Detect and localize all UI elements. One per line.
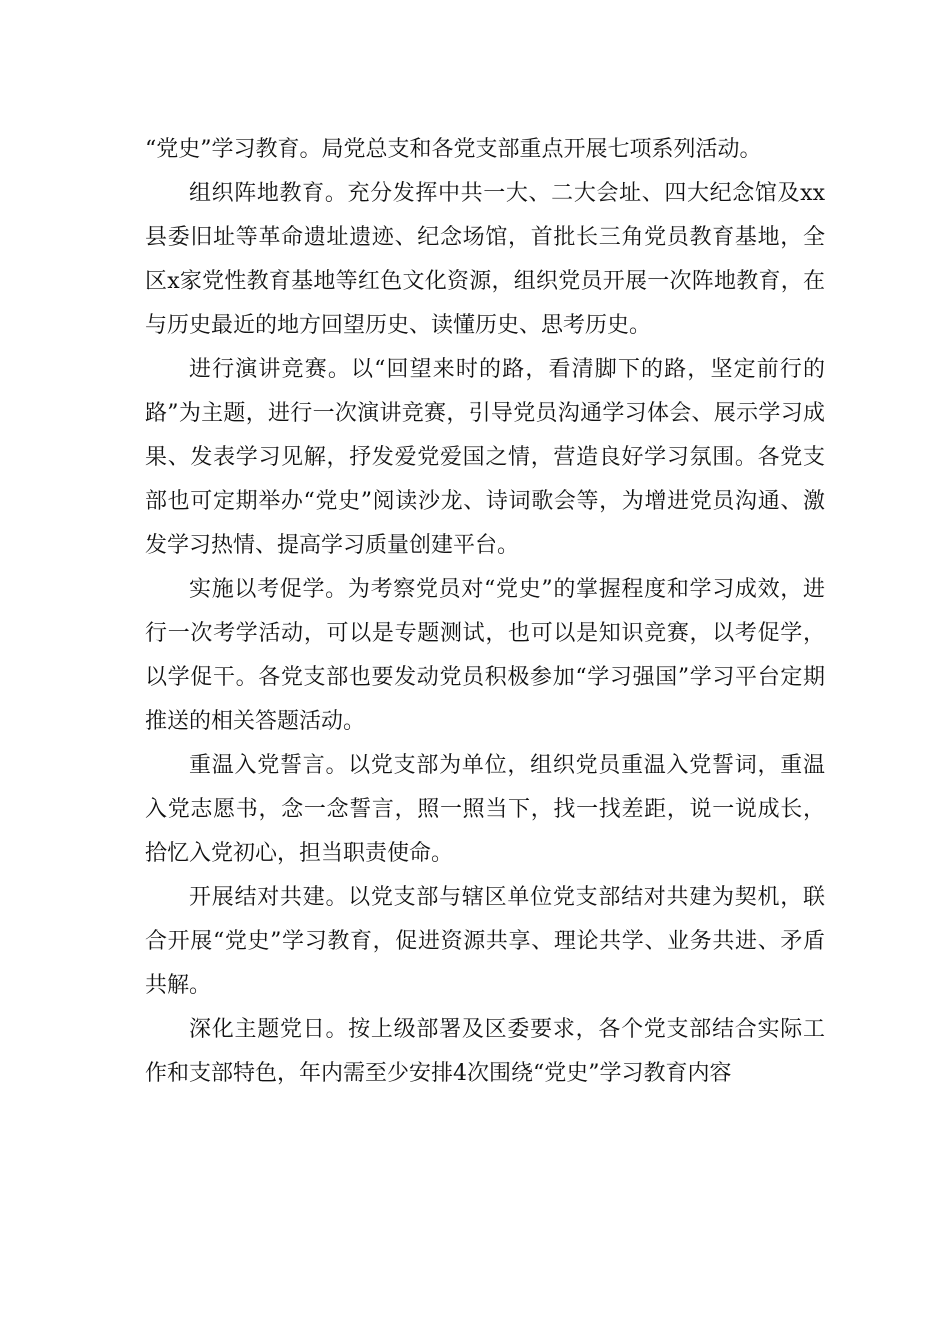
document-body bbox=[145, 128, 825, 1096]
paragraph-speech-contest: 进行演讲竞赛。以“回望来时的路，看清脚下的路，坚定前行的路”为主题，进行一次演讲竞赛，引导党员沟通学习体会、展示学习成果、发表学习见解，抒发爱党爱国之情，营造良好学习氛围。各党支部也可定期举办“党史”阅读沙龙、诗词歌会等，为增进党员沟通、激发学习热情、提高学习质量创建平台。 bbox=[145, 357, 825, 558]
paragraph-continuation: “党史”学习教育。局党总支和各党支部重点开展七项系列活动。 bbox=[145, 137, 762, 162]
paragraph-exam-learning: 实施以考促学。为考察党员对“党史”的掌握程度和学习成效，进行一次考学活动，可以是专题测试，也可以是知识竞赛，以考促学，以学促干。各党支部也要发动党员积极参加“学习强国”学习平台定期推送的相关答题活动。 bbox=[145, 577, 825, 734]
paragraph-joint-building: 开展结对共建。以党支部与辖区单位党支部结对共建为契机，联合开展“党史”学习教育，促进资源共享、理论共学、业务共进、矛盾共解。 bbox=[145, 885, 825, 998]
paragraph-oath-review: 重温入党誓言。以党支部为单位，组织党员重温入党誓词，重温入党志愿书，念一念誓言，照一照当下，找一找差距，说一说成长，拾忆入党初心，担当职责使命。 bbox=[145, 753, 825, 866]
paragraph-theme-party-day: 深化主题党日。按上级部署及区委要求，各个党支部结合实际工作和支部特色，年内需至少安排4次围绕“党史”学习教育内容 bbox=[145, 1017, 825, 1086]
paragraph-position-education: 组织阵地教育。充分发挥中共一大、二大会址、四大纪念馆及xx县委旧址等革命遗址遗迹、纪念场馆，首批长三角党员教育基地，全区x家党性教育基地等红色文化资源，组织党员开展一次阵地教育，在与历史最近的地方回望历史、读懂历史、思考历史。 bbox=[145, 181, 825, 338]
